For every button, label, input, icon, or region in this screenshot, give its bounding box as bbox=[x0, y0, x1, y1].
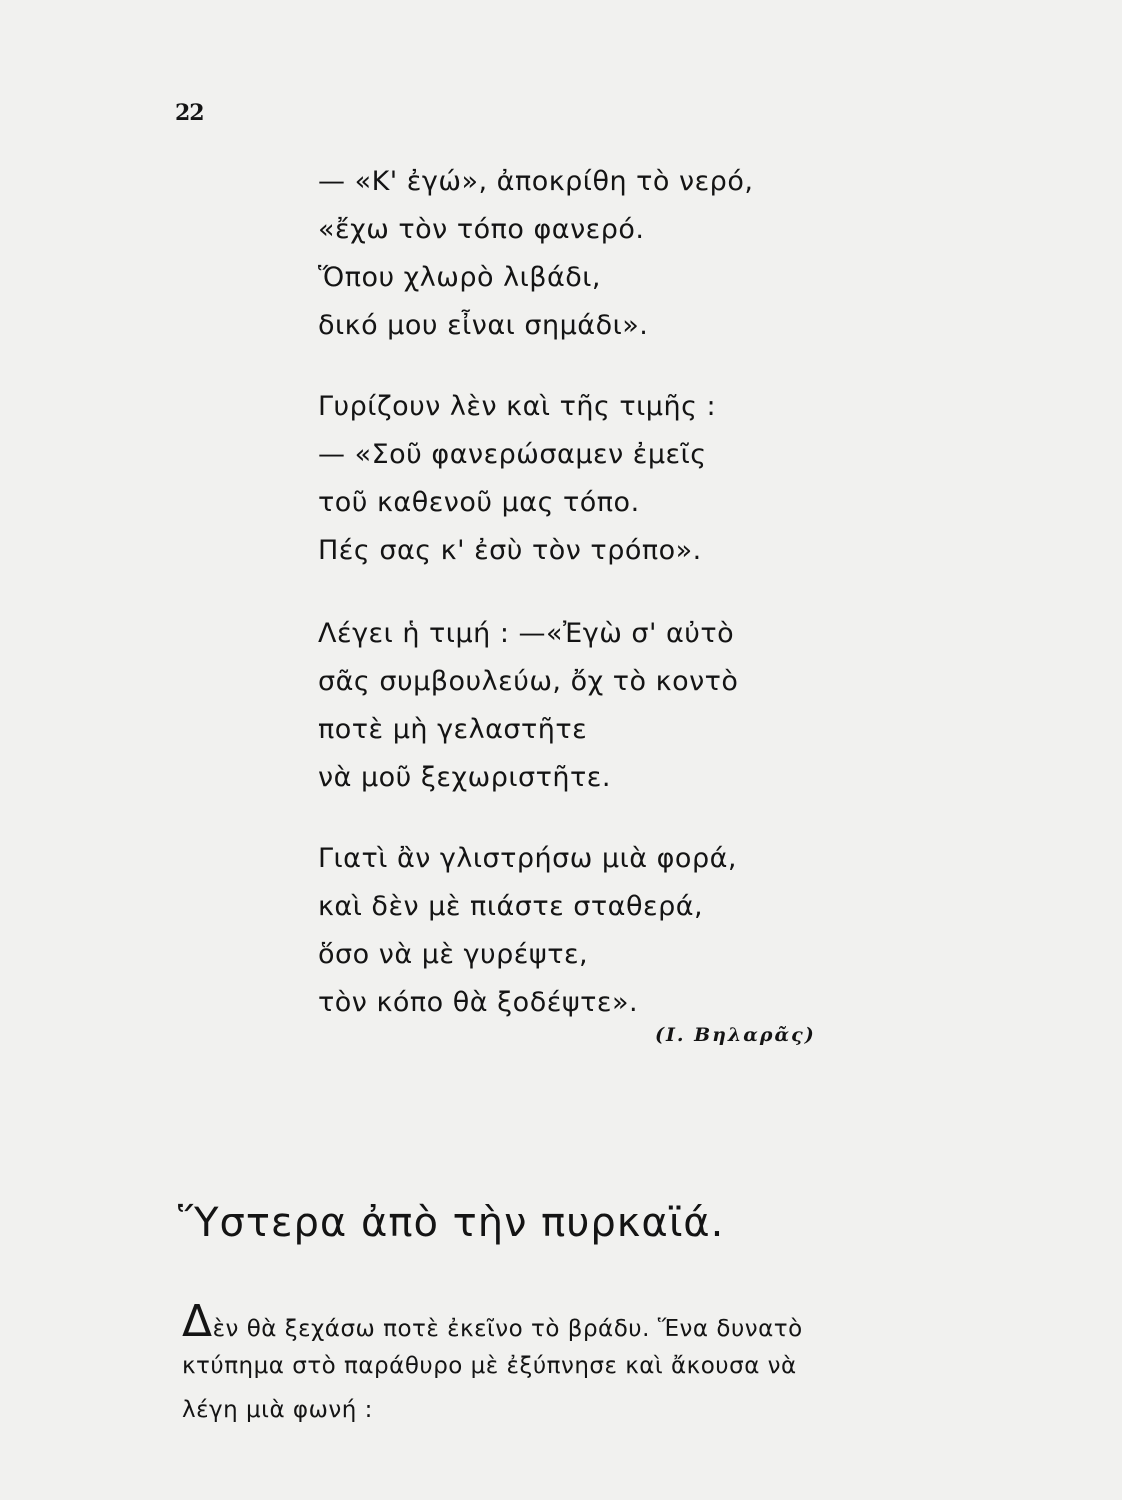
poem-line: Λέγει ἡ τιμή : —«Ἐγὼ σ' αὐτὸ bbox=[318, 618, 735, 649]
poem-line: — «Κ' ἐγώ», ἀποκρίθη τὸ νερό, bbox=[318, 166, 754, 197]
paragraph-text: ὲν θὰ ξεχάσω ποτὲ ἐκεῖνο τὸ βράδυ. Ἕνα δυνατὸ bbox=[212, 1316, 803, 1342]
poem-line: τοῦ καθενοῦ μας τόπο. bbox=[318, 487, 640, 518]
poem-line: νὰ μοῦ ξεχωριστῆτε. bbox=[318, 762, 611, 793]
paragraph-line bbox=[182, 1296, 1032, 1347]
poem-stanza-2 bbox=[318, 383, 716, 575]
poem-line: ὅσο νὰ μὲ γυρέψτε, bbox=[318, 939, 589, 970]
drop-cap: Δ bbox=[182, 1296, 213, 1347]
poem-line: καὶ δὲν μὲ πιάστε σταθερά, bbox=[318, 891, 704, 922]
page-number: 22 bbox=[175, 100, 204, 126]
poem-line: δικό μου εἶναι σημάδι». bbox=[318, 310, 649, 341]
section-paragraph bbox=[182, 1296, 1032, 1432]
paragraph-line: κτύπημα στὸ παράθυρο μὲ ἐξύπνησε καὶ ἄκουσα νὰ bbox=[182, 1353, 797, 1379]
section-heading: Ὕστερα ἀπὸ τὴν πυρκαϊά. bbox=[178, 1200, 725, 1246]
poem-stanza-3 bbox=[318, 610, 738, 802]
poem-line: «ἔχω τὸν τόπο φανερό. bbox=[318, 214, 645, 245]
poem-stanza-4 bbox=[318, 835, 737, 1027]
poem-line: Πές σας κ' ἐσὺ τὸν τρόπο». bbox=[318, 535, 702, 566]
poem-line: Γιατὶ ἂν γλιστρήσω μιὰ φορά, bbox=[318, 843, 737, 874]
paragraph-line: λέγη μιὰ φωνή : bbox=[182, 1397, 373, 1423]
poem-line: σᾶς συμβουλεύω, ὄχ τὸ κοντὸ bbox=[318, 666, 739, 697]
poem-line: Γυρίζουν λὲν καὶ τῆς τιμῆς : bbox=[318, 391, 717, 422]
poem-line: Ὅπου χλωρὸ λιβάδι, bbox=[318, 262, 601, 293]
poem-line: τὸν κόπο θὰ ξοδέψτε». bbox=[318, 987, 639, 1018]
poem-attribution: (Ι. Βηλαρᾶς) bbox=[655, 1024, 816, 1046]
poem-line: — «Σοῦ φανερώσαμεν ἐμεῖς bbox=[318, 439, 707, 470]
poem-stanza-1 bbox=[318, 158, 753, 350]
poem-line: ποτὲ μὴ γελαστῆτε bbox=[318, 714, 588, 745]
